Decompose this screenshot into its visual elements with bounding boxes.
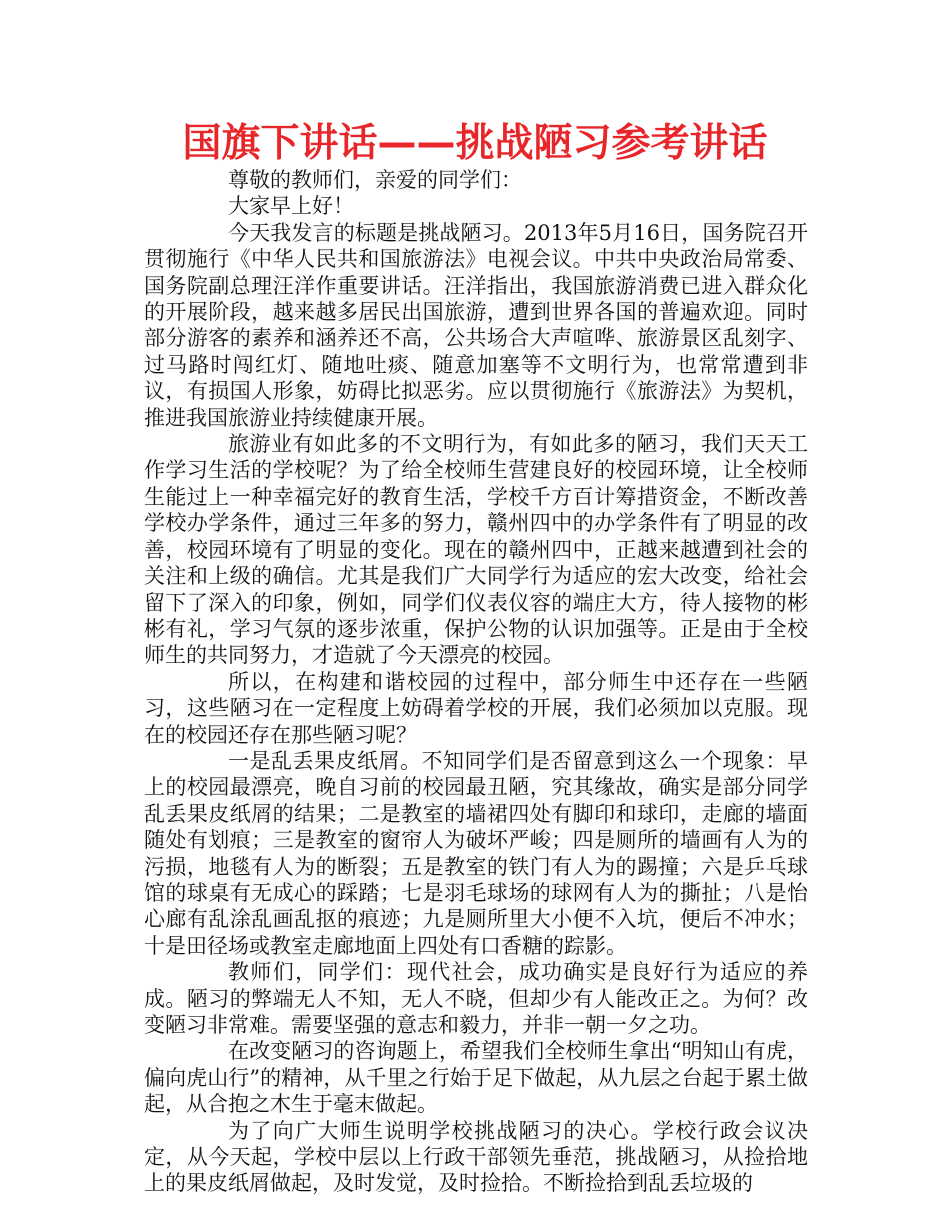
paragraph-salutation: 尊敬的教师们，亲爱的同学们： [228, 168, 522, 192]
document-title: 国旗下讲话——挑战陋习参考讲话 [182, 121, 768, 166]
paragraph-habits-question: 所以，在构建和谐校园的过程中，部分师生中还存在一些陋习，这些陋习在一定程度上妨碍着学校的开展，我们必须加以克服。现在的校园还存在那些陋习呢？ [144, 669, 808, 747]
paragraph-habit-list: 一是乱丢果皮纸屑。不知同学们是否留意到这么一个现象：早上的校园最漂亮，晚自习前的校园最丑陋，究其缘故，确实是部分同学乱丢果皮纸屑的结果；二是教室的墙裙四处有脚印和球印，走廊的墙面随处有划痕；三是教室的窗帘人为破坏严峻；四是厕所的墙画有人为的污损，地毯有人为的断裂；五是教室的铁门有人为的踢撞；六是乒乓球馆的球桌有无成心的踩踏；七是羽毛球场的球网有人为的撕扯；八是怡心廊有乱涂乱画乱抠的痕迹；九是厕所里大小便不入坑，便后不冲水；十是田径场或教室走廊地面上四处有口香糖的踪影。 [144, 748, 808, 958]
paragraph-teachers-students: 教师们，同学们：现代社会，成功确实是良好行为适应的养成。陋习的弊端无人不知，无人不晓，但却少有人能改正之。为何？改变陋习非常难。需要坚强的意志和毅力，并非一朝一夕之功。 [144, 960, 808, 1037]
document-body [144, 167, 808, 1197]
paragraph-greeting: 大家早上好！ [228, 194, 354, 219]
paragraph-school-environment: 旅游业有如此多的不文明行为，有如此多的陋习，我们天天工作学习生活的学校呢？为了给全校师生营建良好的校园环境，让全校师生能过上一种幸福完好的教育生活，学校千方百计筹措资金，不断改善学校办学条件，通过三年多的努力，赣州四中的办学条件有了明显的改善，校园环境有了明显的变化。现在的赣州四中，正越来越遭到社会的关注和上级的确信。尤其是我们广大同学行为适应的宏大改变，给社会留下了深入的印象，例如，同学们仪表仪容的端庄大方，待人接物的彬彬有礼，学习气氛的逐步浓重，保护公物的认识加强等。正是由于全校师生的共同努力，才造就了今天漂亮的校园。 [144, 432, 808, 668]
paragraph-decision: 为了向广大师生说明学校挑战陋习的决心。学校行政会议决定，从今天起，学校中层以上行政干部领先垂范，挑战陋习，从捡拾地上的果皮纸屑做起，及时发觉，及时捡拾。不断捡拾到乱丢垃圾的 [144, 1118, 808, 1196]
paragraph-intro: 今天我发言的标题是挑战陋习。2013年5月16日，国务院召开贯彻施行《中华人民共和国旅游法》电视会议。中共中央政治局常委、国务院副总理汪洋作重要讲话。汪洋指出，我国旅游消费已进入群众化的开展阶段，越来越多居民出国旅游，遭到世界各国的普遍欢迎。同时部分游客的素养和涵养还不高，公共场合大声喧哗、旅游景区乱刻字、过马路时闯红灯、随地吐痰、随意加塞等不文明行为，也常常遭到非议，有损国人形象，妨碍比拟恶劣。应以贯彻施行《旅游法》为契机，推进我国旅游业持续健康开展。 [144, 220, 808, 430]
paragraph-hope: 在改变陋习的咨询题上，希望我们全校师生拿出“明知山有虎，偏向虎山行”的精神，从千里之行始于足下做起，从九层之台起于累土做起，从合抱之木生于毫末做起。 [144, 1039, 808, 1117]
